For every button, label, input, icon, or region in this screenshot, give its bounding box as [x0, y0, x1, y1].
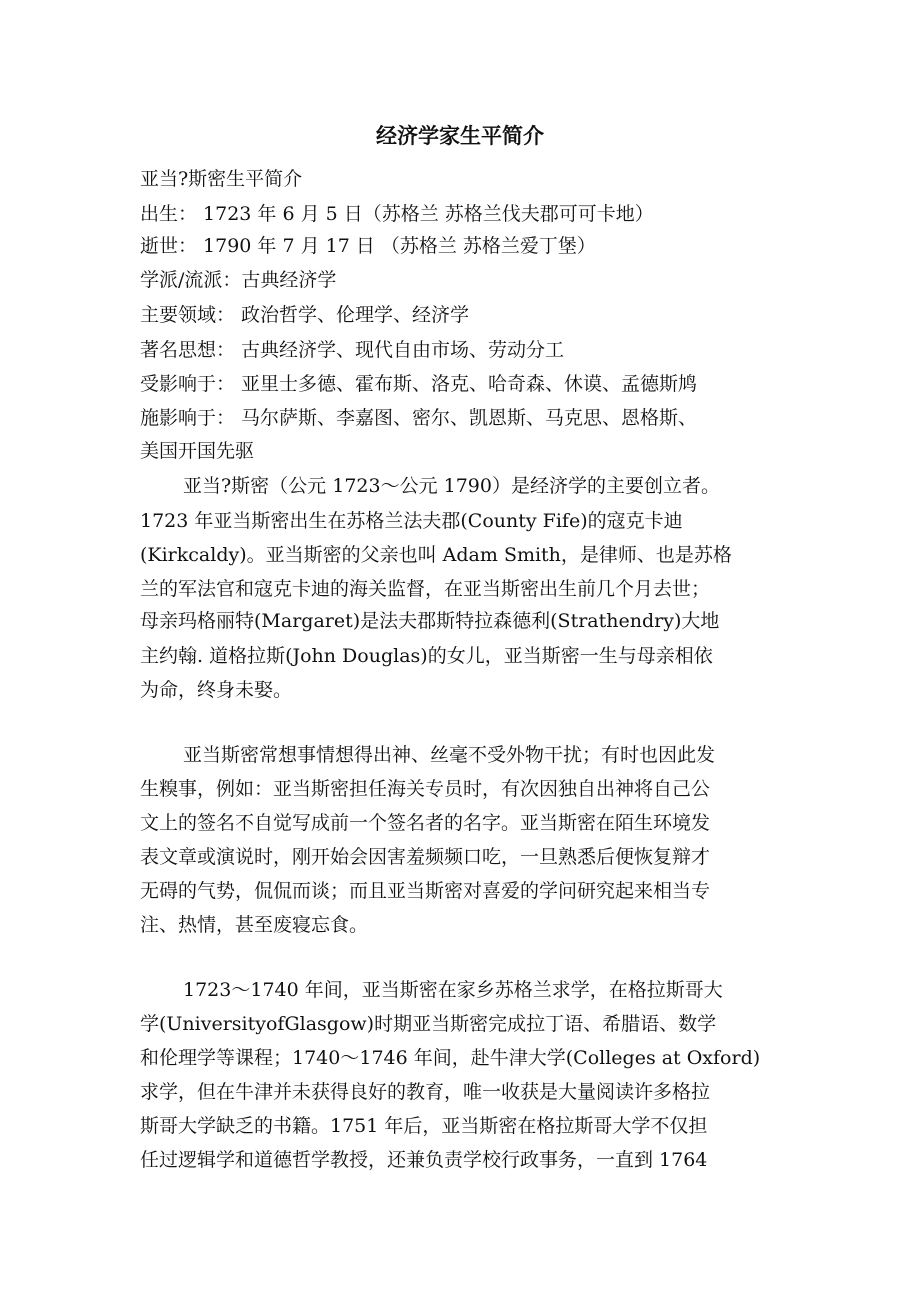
paragraph-2-line: 无碍的气势，侃侃而谈；而且亚当斯密对喜爱的学问研究起来相当专	[140, 880, 711, 902]
profile-school: 学派/流派：古典经济学	[140, 269, 337, 291]
profile-ideas: 著名思想： 古典经济学、现代自由市场、劳动分工	[140, 339, 565, 361]
paragraph-1-line: 亚当?斯密（公元 1723～公元 1790）是经济学的主要创立者。	[183, 475, 720, 497]
paragraph-2-line: 亚当斯密常想事情想得出神、丝毫不受外物干扰；有时也因此发	[183, 744, 716, 766]
paragraph-1-line: (Kirkcaldy)。亚当斯密的父亲也叫 Adam Smith，是律师、也是苏格	[140, 544, 732, 566]
paragraph-2-line: 生糗事，例如：亚当斯密担任海关专员时，有次因独自出神将自己公	[140, 778, 711, 800]
profile-influenced-cont: 美国开国先驱	[140, 440, 255, 462]
paragraph-3-line: 和伦理学等课程；1740～1746 年间，赴牛津大学(Colleges at Oxford)	[140, 1047, 761, 1069]
paragraph-1-line: 为命，终身未娶。	[140, 679, 293, 701]
profile-influenced-by: 受影响于： 亚里士多德、霍布斯、洛克、哈奇森、休谟、孟德斯鸠	[140, 373, 698, 395]
paragraph-1-line: 主约翰. 道格拉斯(John Douglas)的女儿，亚当斯密一生与母亲相依	[140, 645, 713, 667]
profile-heading: 亚当?斯密生平简介	[140, 168, 303, 190]
document-title: 经济学家生平简介	[376, 123, 544, 148]
profile-influenced: 施影响于： 马尔萨斯、李嘉图、密尔、凯恩斯、马克思、恩格斯、	[140, 407, 698, 429]
paragraph-3-line: 学(UniversityofGlasgow)时期亚当斯密完成拉丁语、希腊语、数学	[140, 1013, 717, 1035]
paragraph-2-line: 表文章或演说时，刚开始会因害羞频频口吃，一旦熟悉后便恢复辩才	[140, 846, 711, 868]
paragraph-2-line: 文上的签名不自觉写成前一个签名者的名字。亚当斯密在陌生环境发	[140, 812, 711, 834]
paragraph-2-line: 注、热情，甚至废寝忘食。	[140, 914, 369, 936]
profile-fields: 主要领域： 政治哲学、伦理学、经济学	[140, 304, 470, 326]
paragraph-3-line: 求学，但在牛津并未获得良好的教育，唯一收获是大量阅读许多格拉	[140, 1081, 711, 1103]
paragraph-1-line: 1723 年亚当斯密出生在苏格兰法夫郡(County Fife)的寇克卡迪	[140, 510, 683, 532]
paragraph-1-line: 兰的军法官和寇克卡迪的海关监督，在亚当斯密出生前几个月去世；	[140, 578, 711, 600]
paragraph-3-line: 斯哥大学缺乏的书籍。1751 年后，亚当斯密在格拉斯哥大学不仅担	[140, 1115, 708, 1137]
profile-birth: 出生： 1723 年 6 月 5 日（苏格兰 苏格兰伐夫郡可可卡地）	[140, 203, 654, 225]
paragraph-1-line: 母亲玛格丽特(Margaret)是法夫郡斯特拉森德利(Strathendry)大地	[140, 610, 720, 632]
paragraph-3-line: 1723～1740 年间，亚当斯密在家乡苏格兰求学，在格拉斯哥大	[183, 979, 723, 1001]
paragraph-3-line: 任过逻辑学和道德哲学教授，还兼负责学校行政事务，一直到 1764	[140, 1149, 708, 1171]
profile-death: 逝世： 1790 年 7 月 17 日 （苏格兰 苏格兰爱丁堡）	[140, 235, 596, 257]
